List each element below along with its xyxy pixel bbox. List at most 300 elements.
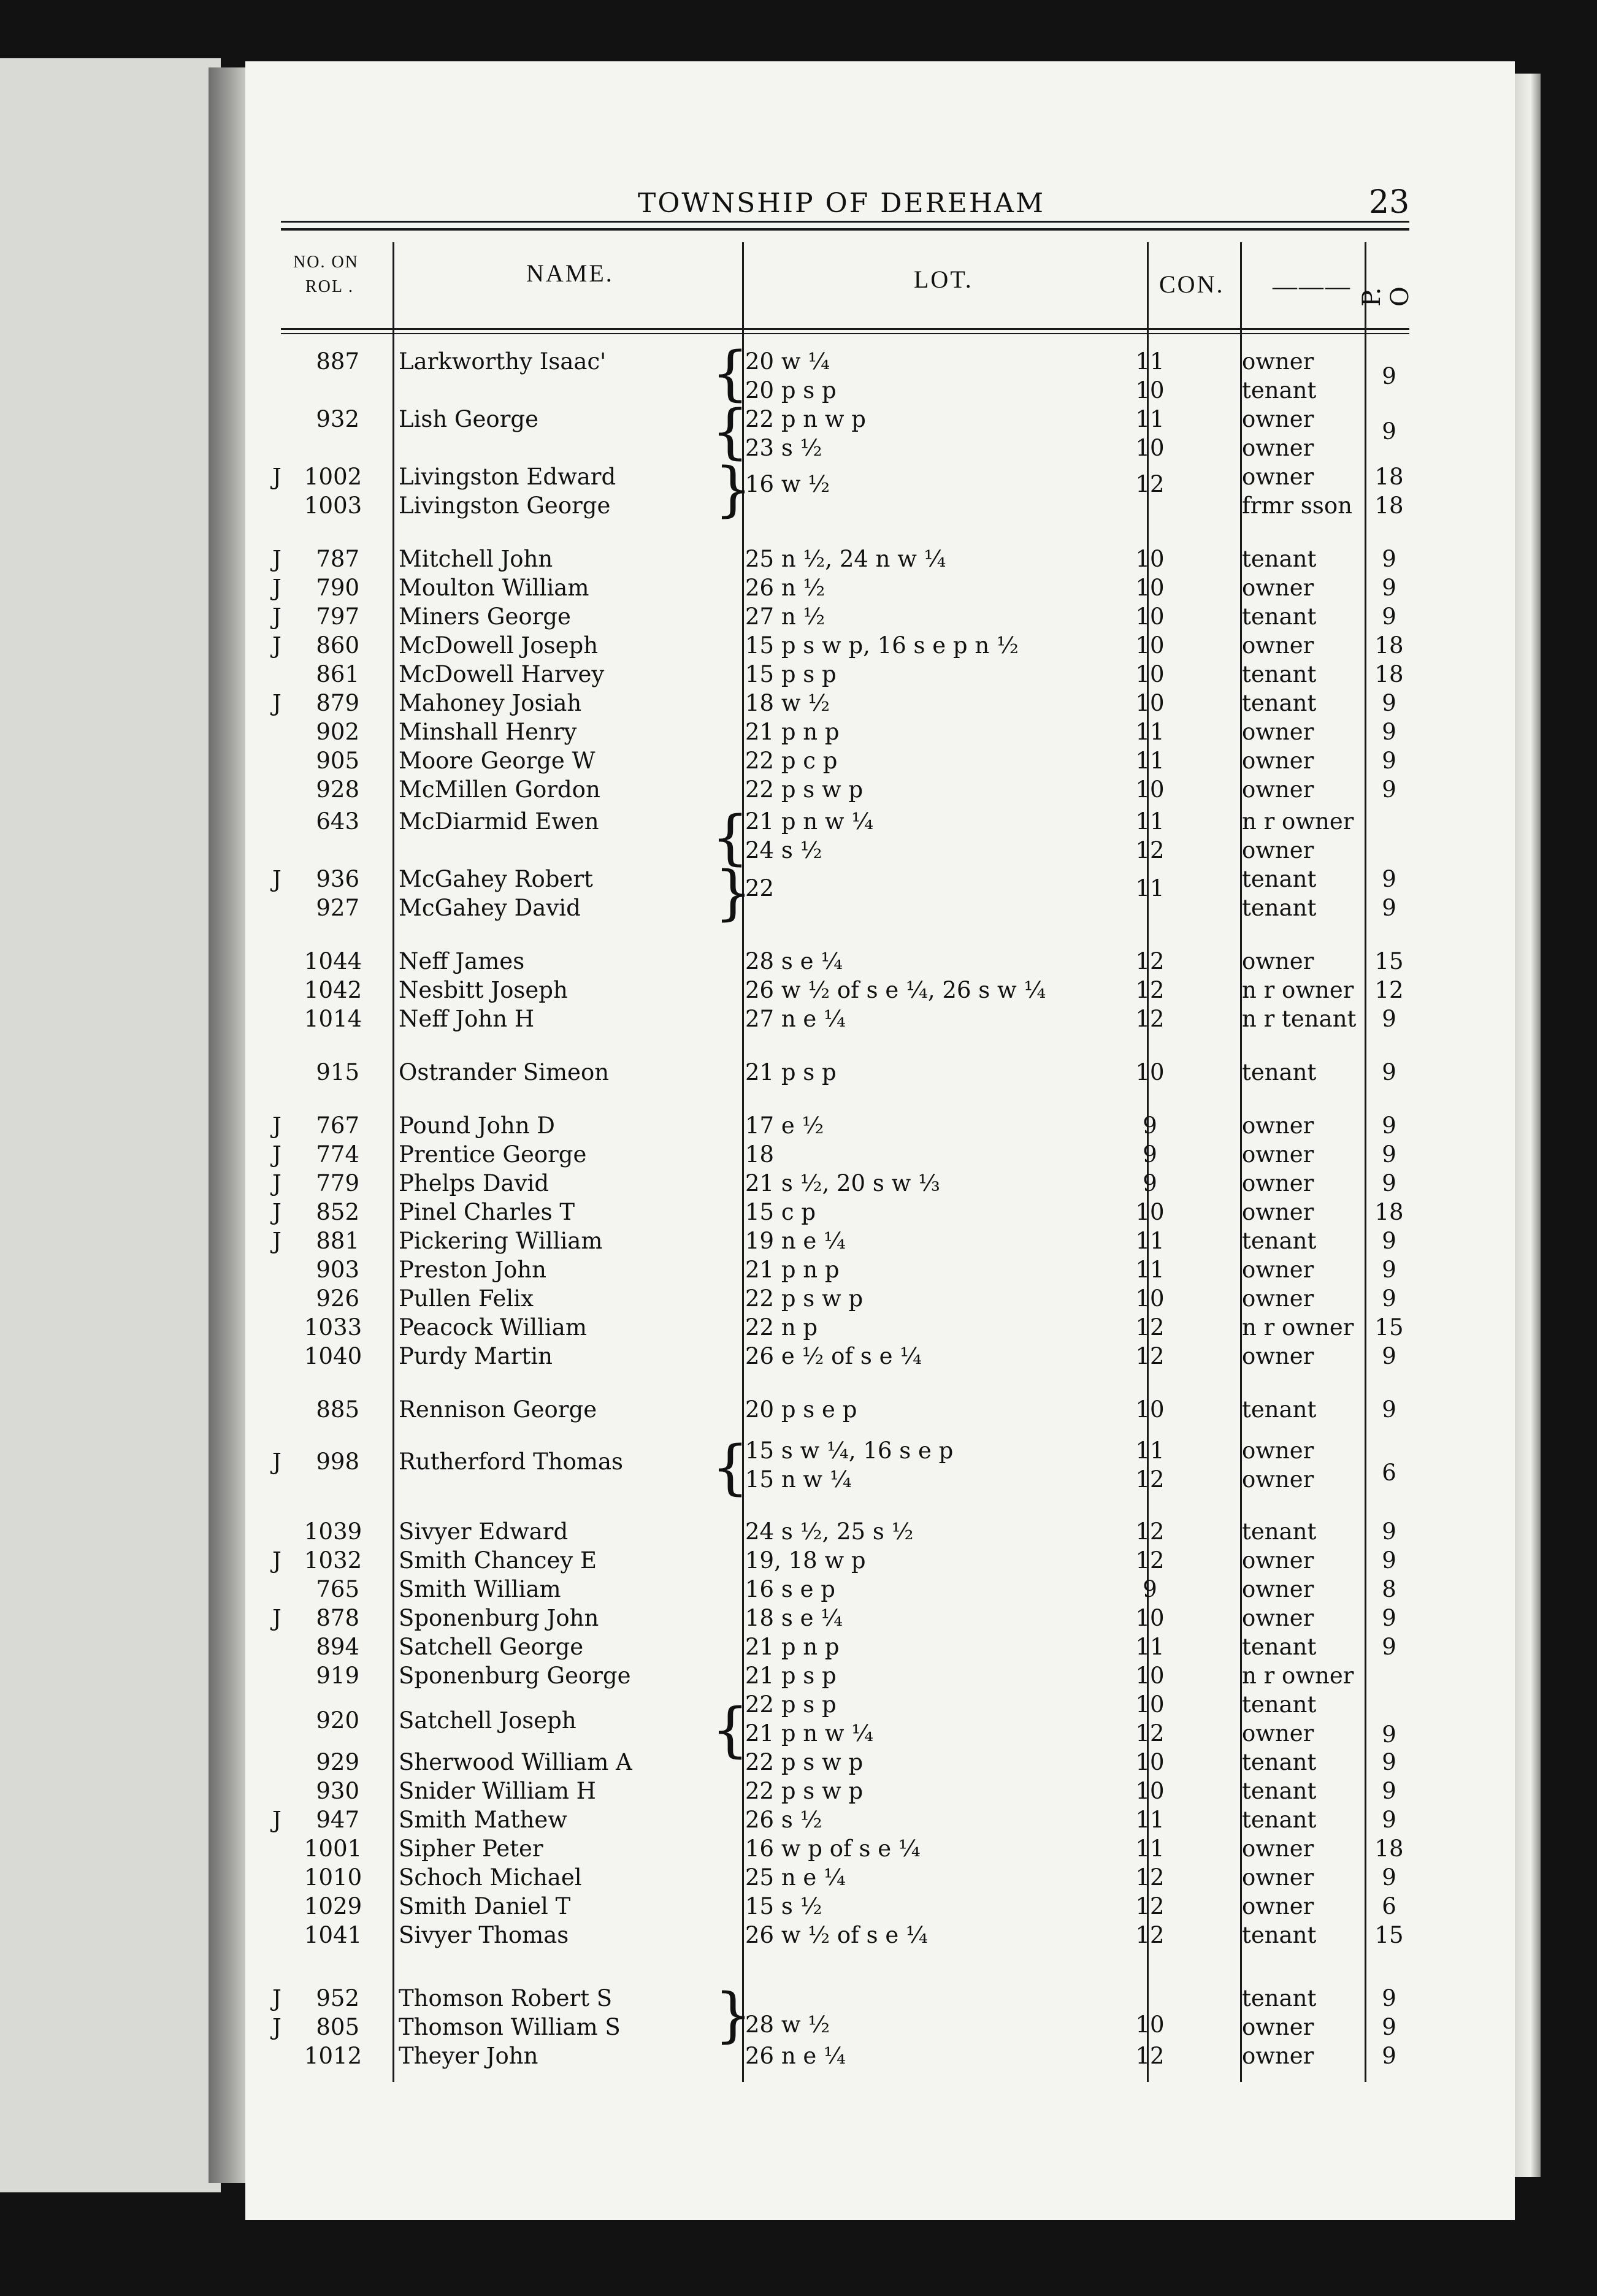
cell-con: 10 [1135,377,1165,404]
cell-po: 18 [1374,661,1404,687]
cell-po: 8 [1382,1576,1396,1602]
cell-no: 643 [316,808,359,835]
cell-con: 11 [1135,348,1165,375]
cell-name: Sponenburg George [399,1663,631,1689]
cell-j: J [272,1985,281,2011]
cell-name: Sipher Peter [399,1835,543,1862]
cell-name: Miners George [399,603,571,630]
table-row [245,1255,1515,1284]
merged-no-satchell: 920 [316,1707,359,1734]
cell-no: 930 [316,1778,359,1804]
cell-po: 9 [1382,1807,1396,1833]
cell-status: owner [1242,719,1314,745]
cell-po: 9 [1382,1141,1396,1168]
cell-po: 18 [1374,492,1404,519]
cell-con: 12 [1135,837,1165,863]
cell-no: 885 [316,1396,359,1423]
cell-name: Livingston George [399,492,611,519]
cell-no: 926 [316,1285,359,1312]
cell-con: 11 [1135,1228,1165,1254]
cell-lot: 22 n p [745,1314,818,1341]
cell-status: owner [1242,575,1314,601]
brace-larkworthy: { [711,339,749,408]
brace-livingston: } [714,455,753,524]
cell-status: owner [1242,2043,1314,2069]
cell-name: Moore George W [399,748,596,774]
table-row [245,1892,1515,1921]
cell-lot: 15 n w ¼ [745,1466,852,1493]
header-rule-top [281,221,1409,223]
cell-po: 9 [1382,1778,1396,1804]
cell-lot: 23 s ½ [745,435,822,461]
cell-con: 10 [1135,661,1165,687]
cell-con: 10 [1135,1663,1165,1689]
cell-con: 11 [1135,406,1165,432]
cell-no: 879 [316,690,359,716]
table-row [245,1198,1515,1226]
cell-po: 9 [1382,1985,1396,2011]
cell-con: 11 [1135,719,1165,745]
cell-status: owner [1242,2014,1314,2040]
cell-po: 9 [1382,1518,1396,1545]
table-row [245,807,1515,836]
cell-no: 1044 [304,948,362,974]
cell-po: 9 [1382,1228,1396,1254]
cell-lot: 22 p s w p [745,1778,864,1804]
cell-lot: 15 p s p [745,661,837,687]
cell-con: 9 [1143,1112,1157,1139]
cell-status: owner [1242,748,1314,774]
cell-lot: 20 p s e p [745,1396,857,1423]
cell-name: Schoch Michael [399,1864,582,1891]
col-name: NAME. [526,259,614,287]
cell-po: 18 [1374,632,1404,659]
cell-po: 9 [1382,1605,1396,1631]
cell-status: owner [1242,948,1314,974]
cell-po: 9 [1382,719,1396,745]
cell-lot: 21 p n w ¼ [745,1720,874,1747]
cell-name: Minshall Henry [399,719,577,745]
cell-lot: 27 n ½ [745,603,825,630]
col-con: CON. [1159,270,1225,298]
cell-po: 9 [1382,1285,1396,1312]
cell-no: 1033 [304,1314,362,1341]
cell-status: tenant [1242,661,1317,687]
cell-con: 9 [1143,1141,1157,1168]
cell-con: 10 [1135,690,1165,716]
cell-j: J [272,1605,281,1631]
cell-no: 790 [316,575,359,601]
table-row [245,1111,1515,1140]
cell-j: J [272,1141,281,1168]
cell-con: 10 [1135,1059,1165,1085]
cell-status: tenant [1242,377,1317,404]
cell-name: Theyer John [399,2043,538,2069]
cell-no: 932 [316,406,359,432]
cell-po: 9 [1382,1547,1396,1574]
cell-status: owner [1242,1605,1314,1631]
cell-con: 10 [1135,1749,1165,1775]
brace-rutherford: { [711,1433,749,1502]
cell-con: 11 [1135,1807,1165,1833]
cell-no: 878 [316,1605,359,1631]
cell-lot: 24 s ½ [745,837,822,863]
cell-status: owner [1242,1437,1314,1464]
merged-po-larkworthy: 9 [1382,363,1396,389]
cell-status: tenant [1242,1059,1317,1085]
cell-name: Smith Daniel T [399,1893,571,1919]
cell-con: 12 [1135,1864,1165,1891]
table-row [245,1058,1515,1087]
cell-po: 9 [1382,546,1396,572]
cell-no: 765 [316,1576,359,1602]
table-row [245,1984,1515,2013]
cell-po: 9 [1382,1170,1396,1196]
brace-mcgahey: } [714,859,753,927]
cell-con: 10 [1135,575,1165,601]
cell-status: n r owner [1242,1663,1354,1689]
cell-status: owner [1242,1547,1314,1574]
cell-name: Snider William H [399,1778,596,1804]
table-row [245,1632,1515,1661]
cell-lot: 21 p n w ¼ [745,808,874,835]
cell-po: 18 [1374,1835,1404,1862]
cell-name: McDiarmid Ewen [399,808,599,835]
cell-lot: 22 p s w p [745,1749,864,1775]
col-no-on-roll [293,250,359,299]
merged-po-lish: 9 [1382,418,1396,445]
cell-lot: 17 e ½ [745,1112,824,1139]
cell-status: n r owner [1242,808,1354,835]
cell-no: 1029 [304,1893,362,1919]
cell-lot: 22 p n w p [745,406,866,432]
cell-name: Pinel Charles T [399,1199,575,1225]
cell-con: 10 [1135,435,1165,461]
cell-status: tenant [1242,1518,1317,1545]
cell-name: Peacock William [399,1314,587,1341]
cell-no: 894 [316,1634,359,1660]
cell-status: owner [1242,464,1314,490]
merged-po-rutherford: 6 [1382,1460,1396,1486]
cell-no: 767 [316,1112,359,1139]
cell-po: 9 [1382,748,1396,774]
cell-name: Rennison George [399,1396,597,1423]
cell-name: Sherwood William A [399,1749,632,1775]
col-po: P. O [1358,286,1414,307]
cell-status: owner [1242,1257,1314,1283]
cell-no: 779 [316,1170,359,1196]
cell-con: 12 [1135,1314,1165,1341]
table-row [245,976,1515,1005]
cell-name: Mitchell John [399,546,553,572]
cell-j: J [272,632,281,659]
cell-name: McGahey Robert [399,866,593,892]
table-row [245,1661,1515,1690]
cell-name: Prentice George [399,1141,587,1168]
cell-lot: 21 s ½, 20 s w ⅓ [745,1170,940,1196]
cell-no: 881 [316,1228,359,1254]
cell-j: J [272,575,281,601]
cell-lot: 20 w ¼ [745,348,830,375]
cell-status: tenant [1242,546,1317,572]
cell-name: Neff John H [399,1006,535,1032]
cell-name: Pickering William [399,1228,603,1254]
cell-con: 10 [1135,603,1165,630]
cell-j: J [272,546,281,572]
cell-po: 18 [1374,464,1404,490]
cell-con: 12 [1135,2043,1165,2069]
brace-satchell: { [711,1696,749,1764]
table-row [245,1575,1515,1604]
cell-con: 10 [1135,1605,1165,1631]
cell-status: frmr sson [1242,492,1352,519]
cell-status: owner [1242,1199,1314,1225]
merged-lot-thomson: 28 w ½ [745,2011,830,2038]
table-row [245,1777,1515,1805]
table-row [245,1313,1515,1342]
cell-status: tenant [1242,603,1317,630]
cell-no: 805 [316,2014,359,2040]
cell-con: 11 [1135,1257,1165,1283]
cell-lot: 15 c p [745,1199,816,1225]
cell-con: 10 [1135,1396,1165,1423]
cell-lot: 22 p s p [745,1691,837,1718]
cell-con: 12 [1135,1343,1165,1369]
cell-j: J [272,1807,281,1833]
cell-name: Thomson Robert S [399,1985,613,2011]
cell-name: Ostrander Simeon [399,1059,610,1085]
cell-status: tenant [1242,690,1317,716]
cell-con: 12 [1135,1720,1165,1747]
brace-mcdiarmid: { [711,803,749,872]
cell-name: Phelps David [399,1170,550,1196]
cell-status: owner [1242,1466,1314,1493]
table-row [245,1863,1515,1892]
cell-name: Preston John [399,1257,546,1283]
cell-status: tenant [1242,1985,1317,2011]
cell-status: owner [1242,776,1314,803]
cell-status: owner [1242,435,1314,461]
cell-con: 9 [1143,1170,1157,1196]
table-row [245,602,1515,631]
table-row [245,1921,1515,1950]
cell-con: 12 [1135,1466,1165,1493]
table-row [245,718,1515,746]
cell-lot: 21 p n p [745,1257,840,1283]
cell-status: owner [1242,1893,1314,1919]
cell-lot: 27 n e ¼ [745,1006,846,1032]
col-no-line2: ROL . [305,277,354,296]
cell-no: 1039 [304,1518,362,1545]
cell-status: owner [1242,1285,1314,1312]
cell-po: 9 [1382,1749,1396,1775]
cell-lot: 22 p c p [745,748,838,774]
left-page-edge [0,58,221,2192]
cell-name: Sponenburg John [399,1605,599,1631]
cell-lot: 16 w p of s e ¼ [745,1835,921,1862]
cell-name: Sivyer Thomas [399,1922,569,1948]
cell-con: 12 [1135,977,1165,1003]
cell-no: 797 [316,603,359,630]
table-row [245,660,1515,689]
cell-po: 9 [1382,1396,1396,1423]
cell-po: 15 [1374,1922,1404,1948]
cell-j: J [272,1547,281,1574]
cell-j: J [272,1170,281,1196]
cell-lot: 21 p n p [745,719,840,745]
col-status: ——— [1273,272,1352,300]
cell-j: J [272,1228,281,1254]
cell-status: tenant [1242,1807,1317,1833]
table-row [245,1805,1515,1834]
cell-status: tenant [1242,866,1317,892]
cell-lot: 18 [745,1141,775,1168]
cell-no: 787 [316,546,359,572]
merged-lot-livingston: 16 w ½ [745,471,830,497]
cell-status: owner [1242,837,1314,863]
cell-no: 927 [316,895,359,921]
cell-status: n r owner [1242,1314,1354,1341]
cell-name: Satchell George [399,1634,584,1660]
cell-lot: 16 s e p [745,1576,835,1602]
cell-name: Moulton William [399,575,589,601]
page-number: 23 [1369,184,1410,221]
table-row [245,1748,1515,1777]
cell-status: n r tenant [1242,1006,1357,1032]
cell-no: 1003 [304,492,362,519]
cell-status: owner [1242,1112,1314,1139]
merged-con-thomson: 10 [1135,2011,1165,2038]
cell-con: 10 [1135,1778,1165,1804]
cell-status: owner [1242,1576,1314,1602]
cell-no: 860 [316,632,359,659]
cell-j: J [272,464,281,490]
cell-status: owner [1242,1864,1314,1891]
cell-status: owner [1242,1141,1314,1168]
brace-lish: { [711,397,749,466]
cell-name: Livingston Edward [399,464,616,490]
cell-po: 15 [1374,1314,1404,1341]
cell-no: 852 [316,1199,359,1225]
cell-name: Larkworthy Isaac' [399,348,607,375]
cell-con: 11 [1135,1437,1165,1464]
cell-name: Smith Chancey E [399,1547,597,1574]
cell-po: 9 [1382,866,1396,892]
cell-name: McDowell Harvey [399,661,605,687]
table-row [245,545,1515,573]
header-rule-bottom [281,228,1409,231]
cell-po: 9 [1382,603,1396,630]
table-row [245,1284,1515,1313]
table-row [245,1546,1515,1575]
cell-po: 9 [1382,776,1396,803]
table-row [245,689,1515,718]
cell-no: 936 [316,866,359,892]
cell-lot: 22 p s w p [745,776,864,803]
cell-con: 12 [1135,1547,1165,1574]
cell-status: owner [1242,1170,1314,1196]
cell-name: McGahey David [399,895,581,921]
table-row [245,947,1515,976]
table-row [245,2042,1515,2070]
table-row [245,1395,1515,1424]
cell-po: 9 [1382,2014,1396,2040]
cell-lot: 21 p s p [745,1663,837,1689]
cell-j: J [272,690,281,716]
merged-name-rutherford: Rutherford Thomas [399,1448,623,1475]
cell-con: 12 [1135,948,1165,974]
cell-con: 10 [1135,1285,1165,1312]
cell-status: owner [1242,632,1314,659]
table-row [245,1604,1515,1632]
merged-con-mcgahey: 11 [1135,875,1165,901]
brace-thomson: } [714,1981,753,2049]
cell-status: tenant [1242,1228,1317,1254]
cell-no: 1010 [304,1864,362,1891]
cell-status: tenant [1242,1922,1317,1948]
cell-lot: 28 s e ¼ [745,948,843,974]
cell-no: 903 [316,1257,359,1283]
cell-name: Purdy Martin [399,1343,553,1369]
cell-con: 11 [1135,808,1165,835]
cell-lot: 26 w ½ of s e ¼ [745,1922,928,1948]
cell-lot: 26 w ½ of s e ¼, 26 s w ¼ [745,977,1046,1003]
cell-po: 9 [1382,1059,1396,1085]
cell-po: 9 [1382,1112,1396,1139]
cell-status: owner [1242,1835,1314,1862]
cell-po: 9 [1382,1343,1396,1369]
merged-j-rutherford: J [272,1448,281,1475]
cell-lot: 22 p s w p [745,1285,864,1312]
cell-status: tenant [1242,1634,1317,1660]
cell-con: 9 [1143,1576,1157,1602]
cell-con: 12 [1135,1518,1165,1545]
table-row [245,836,1515,865]
cell-con: 12 [1135,1893,1165,1919]
cell-lot: 25 n ½, 24 n w ¼ [745,546,946,572]
cell-po: 9 [1382,1864,1396,1891]
cell-lot: 18 w ½ [745,690,830,716]
cell-lot: 20 p s p [745,377,837,404]
cell-po: 9 [1382,895,1396,921]
cell-status: owner [1242,348,1314,375]
cell-no: 929 [316,1749,359,1775]
cell-j: J [272,603,281,630]
cell-po: 9 [1382,690,1396,716]
cell-lot: 19, 18 w p [745,1547,866,1574]
cell-con: 11 [1135,748,1165,774]
table-row [245,1834,1515,1863]
cell-con: 10 [1135,1199,1165,1225]
table-row [245,573,1515,602]
cell-lot: 26 n ½ [745,575,825,601]
cell-po: 9 [1382,575,1396,601]
merged-no-rutherford: 998 [316,1448,359,1475]
cell-con: 10 [1135,776,1165,803]
cell-no: 1014 [304,1006,362,1032]
cell-status: tenant [1242,1691,1317,1718]
cell-name: Nesbitt Joseph [399,977,568,1003]
table-row [245,775,1515,804]
table-row [245,1342,1515,1371]
cell-name: McDowell Joseph [399,632,599,659]
table-row [245,1169,1515,1198]
cell-lot: 24 s ½, 25 s ½ [745,1518,914,1545]
cell-lot: 18 s e ¼ [745,1605,843,1631]
merged-name-satchell: Satchell Joseph [399,1707,576,1734]
table-row [245,746,1515,775]
cell-con: 12 [1135,1922,1165,1948]
